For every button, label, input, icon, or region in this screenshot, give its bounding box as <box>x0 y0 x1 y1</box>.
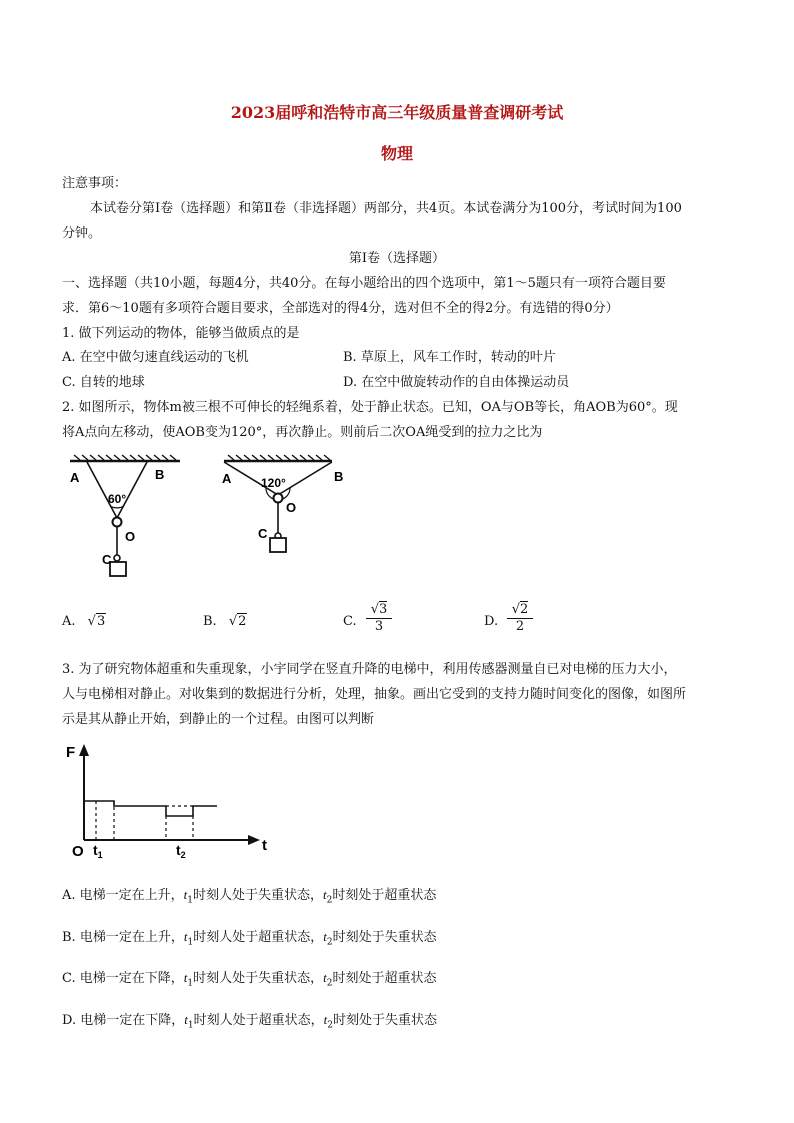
t-symbol: t <box>323 1012 328 1027</box>
t-subscript: 2 <box>327 1020 333 1031</box>
q3-option-a-text: A. 电梯一定在上升， <box>62 888 184 903</box>
t1-label: $t_1$ <box>93 842 103 860</box>
q3-stem-3: 示是其从静止开始，到静止的一个过程。由图可以判断 <box>62 712 375 727</box>
q2-option-c-fraction <box>366 602 392 634</box>
notice-line-2: 分钟。 <box>62 226 102 241</box>
notice-label: 注意事项： <box>62 176 128 191</box>
label-o: O <box>286 500 297 515</box>
q3-option-b-mid: 时刻人处于超重状态， <box>193 930 324 945</box>
section-heading: 第Ⅰ卷（选择题） <box>348 251 446 266</box>
q3-option-d-post: 时刻处于失重状态 <box>332 1013 437 1028</box>
q2-option-d-fraction <box>507 602 533 634</box>
sqrt-icon: √ <box>228 614 238 629</box>
knot-o <box>113 518 122 527</box>
q2-option-b-label: B. <box>203 614 217 629</box>
section-intro-1: 一、选择题（共10小题，每题4分，共40分。在每小题给出的四个选项中，第1～5题只有一项符合题目要 <box>62 276 666 291</box>
sqrt-icon: √ <box>370 602 379 617</box>
q2-option-c-numerator: 3 <box>379 602 388 617</box>
q3-option-b-text: B. 电梯一定在上升， <box>62 930 184 945</box>
q3-option-c-mid: 时刻人处于失重状态， <box>193 971 324 986</box>
q2-option-b <box>203 614 247 629</box>
q3-option-c-post: 时刻处于超重状态 <box>332 971 437 986</box>
q2-option-c-label: C. <box>343 614 357 629</box>
force-curve <box>84 801 217 816</box>
notice-line-1: 本试卷分第Ⅰ卷（选择题）和第Ⅱ卷（非选择题）两部分，共4页。本试卷满分为100分，考试时间为100 <box>90 201 682 216</box>
q3-stem-1: 3. 为了研究物体超重和失重现象，小宇同学在竖直升降的电梯中，利用传感器测量自已对电梯的压力大小， <box>62 662 677 677</box>
x-axis-arrow-icon <box>248 835 260 845</box>
t2-label: $t_2$ <box>176 842 186 860</box>
q2-stem-1: 2. 如图所示，物体m被三根不可伸长的轻绳系着，处于静止状态。已知，OA与OB等长，角AOB为60°。现 <box>62 400 678 415</box>
rope-ob <box>117 462 147 518</box>
t-symbol: t <box>183 929 188 944</box>
t-subscript: 2 <box>326 895 333 906</box>
q3-option-d-text: D. 电梯一定在下降， <box>62 1013 185 1028</box>
q2-option-a-label: A. <box>62 614 76 629</box>
subject-title: 物理 <box>380 144 413 163</box>
q3-option-a <box>62 887 436 909</box>
mass-block <box>270 538 286 552</box>
sqrt-icon: √ <box>87 614 96 629</box>
q1-option-c: C. 自转的地球 <box>62 375 145 390</box>
rope-oa <box>87 462 117 518</box>
t-subscript: 2 <box>326 978 333 989</box>
q2-stem-2: 将A点向左移动，使AOB变为120°，再次静止。则前后二次OA绳受到的拉力之比为 <box>62 425 543 440</box>
label-c: C <box>258 526 268 541</box>
q1-option-d: D. 在空中做旋转动作的自由体操运动员 <box>343 375 570 390</box>
q2-option-d-numerator: 2 <box>520 602 529 617</box>
q1-option-b: B. 草原上，风车工作时，转动的叶片 <box>343 350 556 365</box>
q1-option-a: A. 在空中做匀速直线运动的飞机 <box>62 350 249 365</box>
label-angle: 120° <box>261 476 286 490</box>
label-b: B <box>155 467 165 482</box>
rope-ob <box>278 462 332 495</box>
y-axis-label: F <box>66 744 76 761</box>
label-a: A <box>222 471 232 486</box>
knot-o <box>274 494 283 503</box>
label-angle: 60° <box>108 492 127 506</box>
q3-option-d-mid: 时刻人处于超重状态， <box>193 1013 324 1028</box>
q1-stem: 1. 做下列运动的物体，能够当做质点的是 <box>62 326 300 341</box>
rope-figure-60 <box>60 452 190 580</box>
rope-figure-120 <box>214 452 354 556</box>
q2-option-d-denominator: 2 <box>515 619 525 634</box>
section-intro-2: 求．第6～10题有多项符合题目要求，全部选对的得4分，选对但不全的得2分。有选错的得0分） <box>62 301 619 316</box>
q2-option-a <box>62 614 106 629</box>
t-subscript: 1 <box>187 937 194 948</box>
y-axis-arrow-icon <box>79 744 89 756</box>
mass-block <box>110 562 126 576</box>
q3-option-c <box>62 970 437 992</box>
q3-option-a-post: 时刻处于超重状态 <box>332 888 437 903</box>
t-symbol: t <box>323 970 327 985</box>
t-subscript: 2 <box>326 937 333 948</box>
t-symbol: t <box>183 887 188 902</box>
x-axis-label: t <box>262 837 267 854</box>
q3-option-b-post: 时刻处于失重状态 <box>332 930 437 945</box>
q2-option-d-label: D. <box>484 614 499 629</box>
q2-option-c-denominator: 3 <box>374 619 384 634</box>
exam-title: 2023届呼和浩特市高三年级质量普查调研考试 <box>230 103 564 122</box>
label-c: C <box>102 552 112 567</box>
t-subscript: 1 <box>187 895 194 906</box>
t-symbol: t <box>184 1012 188 1027</box>
t-symbol: t <box>323 887 327 902</box>
force-time-graph <box>62 740 277 862</box>
q3-option-a-mid: 时刻人处于失重状态， <box>193 888 324 903</box>
label-a: A <box>70 470 80 485</box>
q2-option-b-value: 2 <box>238 614 247 629</box>
q3-option-d <box>62 1012 437 1034</box>
t-symbol: t <box>183 970 188 985</box>
angle-arc <box>110 506 124 508</box>
q3-stem-2: 人与电梯相对静止。对收集到的数据进行分析，处理，抽象。画出它受到的支持力随时间变化的图像，如图所 <box>62 687 687 702</box>
origin-label: O <box>72 843 84 860</box>
hook-c <box>114 555 120 561</box>
q3-option-b <box>62 929 437 951</box>
q3-option-c-text: C. 电梯一定在下降， <box>62 971 184 986</box>
q2-option-a-value: 3 <box>96 614 106 629</box>
t-subscript: 1 <box>187 978 194 989</box>
label-o: O <box>125 529 136 544</box>
t-symbol: t <box>323 929 327 944</box>
label-b: B <box>334 469 344 484</box>
guide-lines <box>96 801 193 840</box>
sqrt-icon: √ <box>511 602 520 617</box>
t-subscript: 1 <box>187 1020 194 1031</box>
